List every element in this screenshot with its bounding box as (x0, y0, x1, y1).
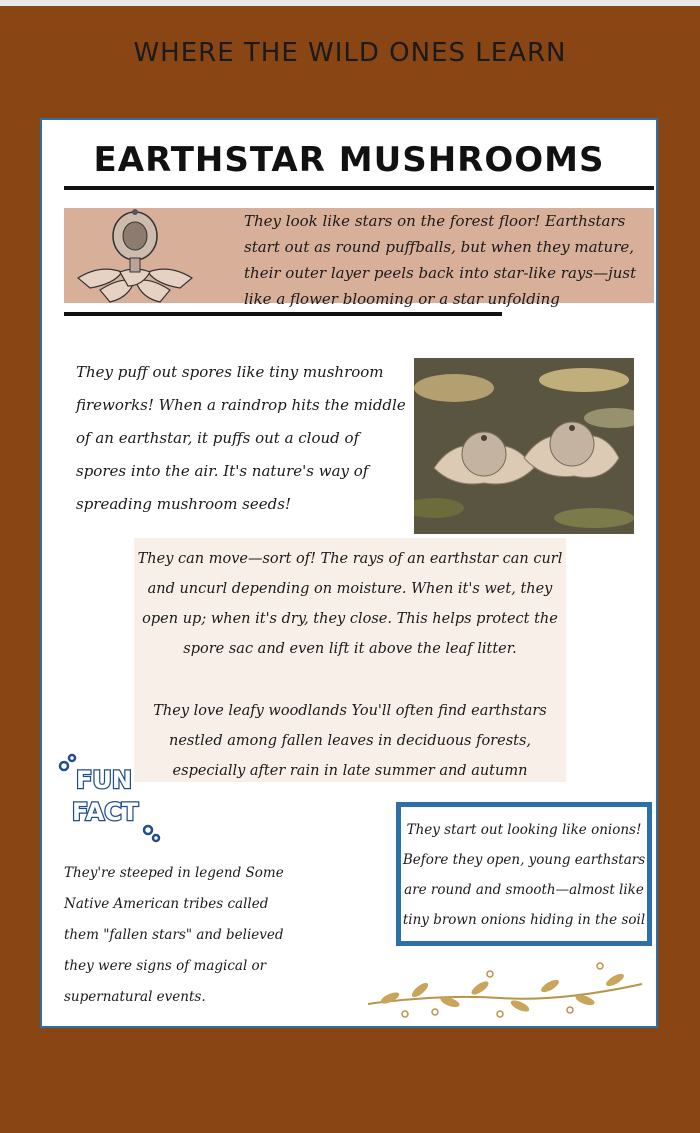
woodlands-paragraph: They love leafy woodlands You'll often find earthstars nestled among fallen leaves in deciduous forests, especially after rain in late summer and autumn (153, 703, 547, 779)
legend-paragraph: They're steeped in legend Some Native American tribes called them "fallen stars" and believed they were signs of magical or supernatural events. (64, 865, 284, 1005)
earthstar-photo (414, 358, 634, 534)
fun-label: FUN (76, 766, 132, 794)
site-title: WHERE THE WILD ONES LEARN (133, 38, 567, 68)
earthstar-illustration-icon (70, 206, 200, 306)
divider-top (64, 186, 654, 190)
onion-fact-box (396, 802, 652, 946)
onion-fact-text: They start out looking like onions! Before they open, young earthstars are round and smooth—almost like tiny brown onions hiding in the soil (402, 822, 646, 928)
fact-label: FACT (72, 798, 139, 826)
move-paragraph: They can move—sort of! The rays of an earthstar can curl and uncurl depending on moisture. When it's wet, they open up; when it's dry, they close. This helps protect the spore sac and even lift it above the leaf litter. (137, 551, 563, 657)
info-card (40, 118, 658, 1028)
vine-decoration-icon (360, 954, 650, 1024)
top-bar (0, 0, 700, 6)
divider-mid (64, 312, 502, 316)
intro-text: They look like stars on the forest floor! Earthstars start out as round puffballs, but when they mature, their outer layer peels back into star-like rays—just like a flower blooming or a star unfolding (244, 212, 637, 308)
spores-paragraph: They puff out spores like tiny mushroom fireworks! When a raindrop hits the middle of an earthstar, it puffs out a cloud of spores into the air. It's nature's way of spreading mushroom seeds! (76, 363, 406, 513)
fun-fact-badge (54, 752, 164, 844)
page-title: EARTHSTAR MUSHROOMS (93, 140, 605, 180)
